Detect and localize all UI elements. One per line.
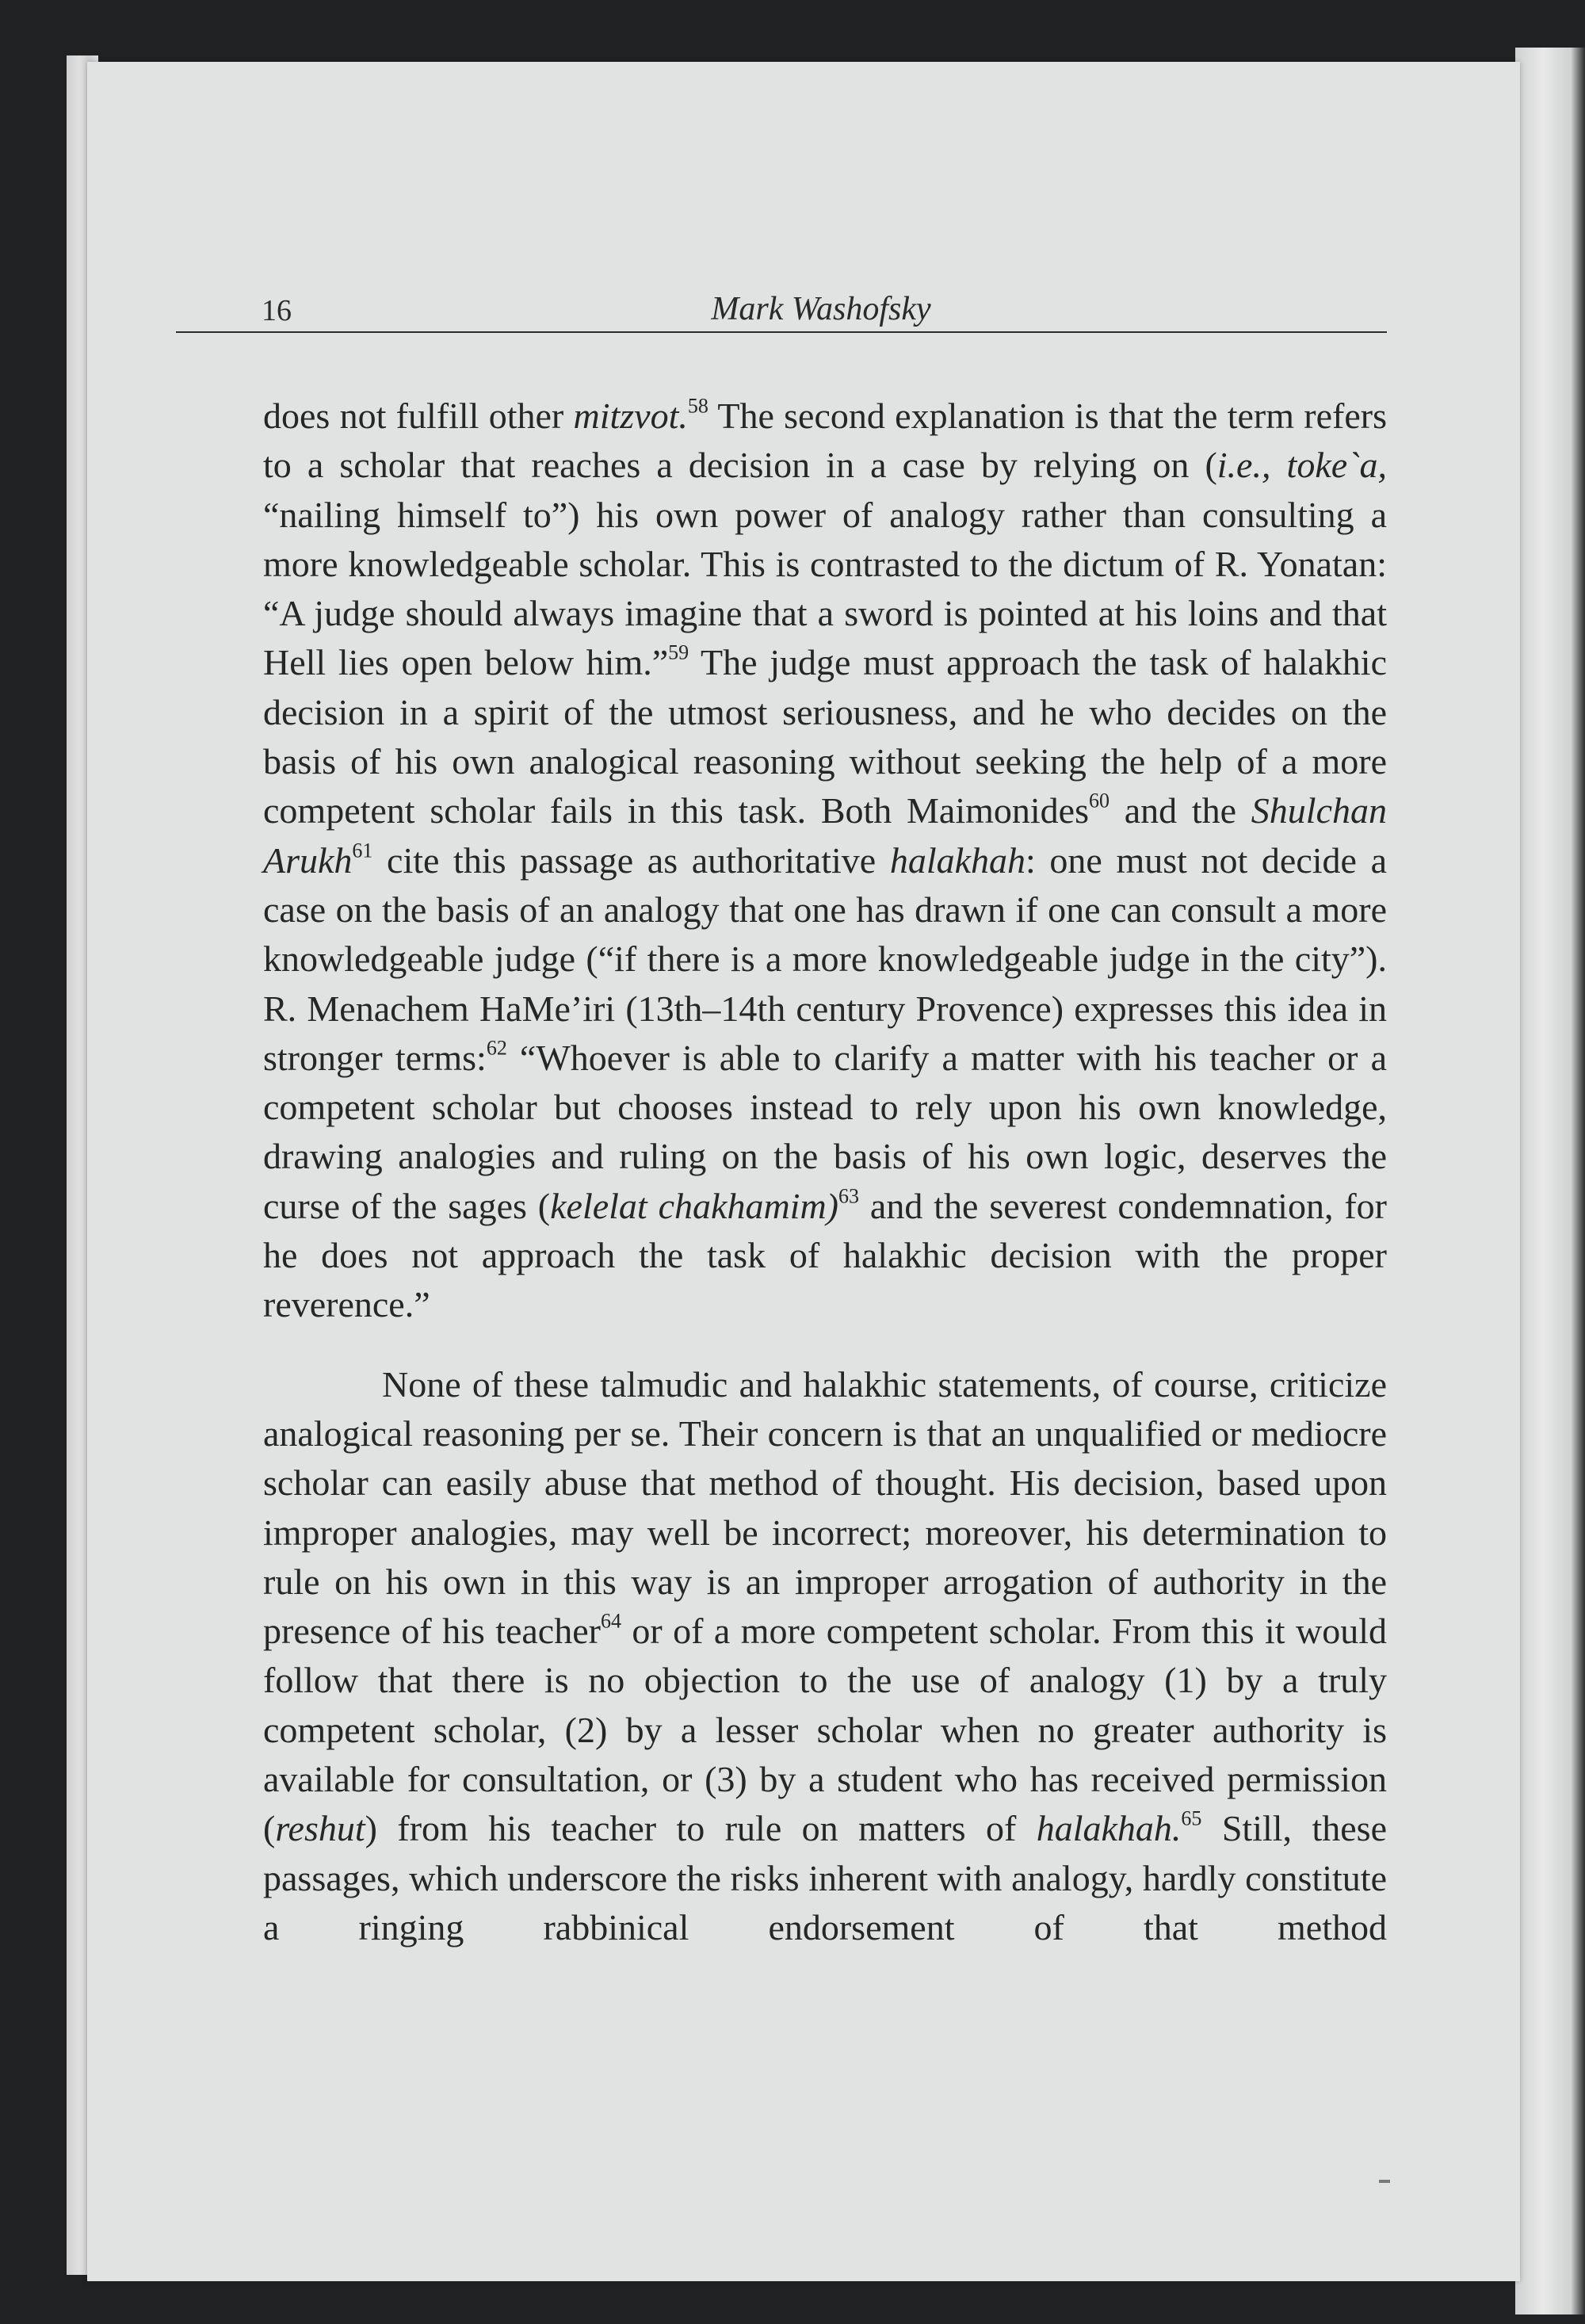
body-text [263,392,1387,1952]
running-head: Mark Washofsky [711,291,931,327]
text-run: The judge must approach the task of halakhic decision in a spirit of the utmost seriousness, and he who decides on the basis of his own analogical reasoning without seeking the help of a more competent scholar fails in this task. Both Maimonides [263,642,1388,831]
footnote-ref-64: 64 [600,1609,621,1633]
text-run: and the [1110,790,1251,831]
text-run: cite this passage as authoritative [372,839,890,881]
footnote-ref-59: 59 [668,640,689,664]
page-mark [1379,2180,1390,2183]
page-number: 16 [262,294,292,327]
italic-term: halakhah. [1036,1808,1182,1849]
footnote-ref-61: 61 [352,839,373,862]
footnote-ref-62: 62 [486,1036,507,1060]
text-run: : one must not decide a case on the basis of an analogy that one has drawn if one can consult a more knowledgeable judge (“if there is a more knowledgeable judge in the city”). R. Menachem HaMe’iri (13th–14th century Provence) expresses this idea in stronger terms: [263,839,1388,1078]
text-run: None of these talmudic and halakhic statements, of course, criticize analogical reasoning per se. Their concern is that an unqualified or mediocre scholar can easily abuse that method of thought. His decision, based upon improper analogies, may well be incorrect; moreover, his determination to rule on his own in this way is an improper arrogation of authority in the presence of his teacher [263,1363,1387,1652]
facing-page-edge [1515,48,1585,2314]
italic-term: halakhah [889,839,1026,881]
text-run: “Whoever is able to clarify a matter with his teacher or a competent scholar but chooses instead to rely upon his own knowledge, drawing analogies and ruling on the basis of his own logic, deserves the curse of the sages ( [263,1037,1388,1226]
text-run: or of a more competent scholar. From this it would follow that there is no objection to the use of analogy (1) by a truly competent scholar, (2) by a lesser scholar when no greater authority is available for consultation, or (3) by a student who has received permission ( [263,1611,1387,1849]
text-run: ) from his teacher to rule on matters of [365,1808,1037,1849]
italic-term: reshut [275,1808,365,1849]
footnote-ref-63: 63 [838,1184,859,1208]
footnote-ref-60: 60 [1089,789,1110,812]
italic-term: kelelat chakhamim) [550,1185,838,1226]
page-header [176,289,1387,333]
paragraph-2 [263,1360,1387,1953]
italic-term: mitzvot. [573,396,688,436]
paragraph-1 [263,392,1387,1330]
italic-term: i.e., toke`a, [1216,445,1387,486]
footnote-ref-65: 65 [1181,1806,1202,1830]
text-run: Still, these passages, which underscore the risks inherent with analogy, hardly constitute a ringing rabbinical endorsement of that method [263,1808,1387,1947]
footnote-ref-58: 58 [687,394,708,418]
italic-term: Shulchan Arukh [263,790,1387,881]
text-run: “nailing himself to”) his own power of analogy rather than consulting a more knowledgeable scholar. This is contrasted to the dictum of R. Yonatan: “A judge should always imagine that a sword is pointed at his loins and that Hell lies open below him.” [263,494,1387,683]
text-run: does not fulfill other [263,396,574,436]
text-run: The second explanation is that the term refers to a scholar that reaches a decision in a case by relying on ( [263,396,1387,486]
text-run: and the severest condemnation, for he does not approach the task of halakhic decision with the proper reverence.” [263,1185,1387,1325]
